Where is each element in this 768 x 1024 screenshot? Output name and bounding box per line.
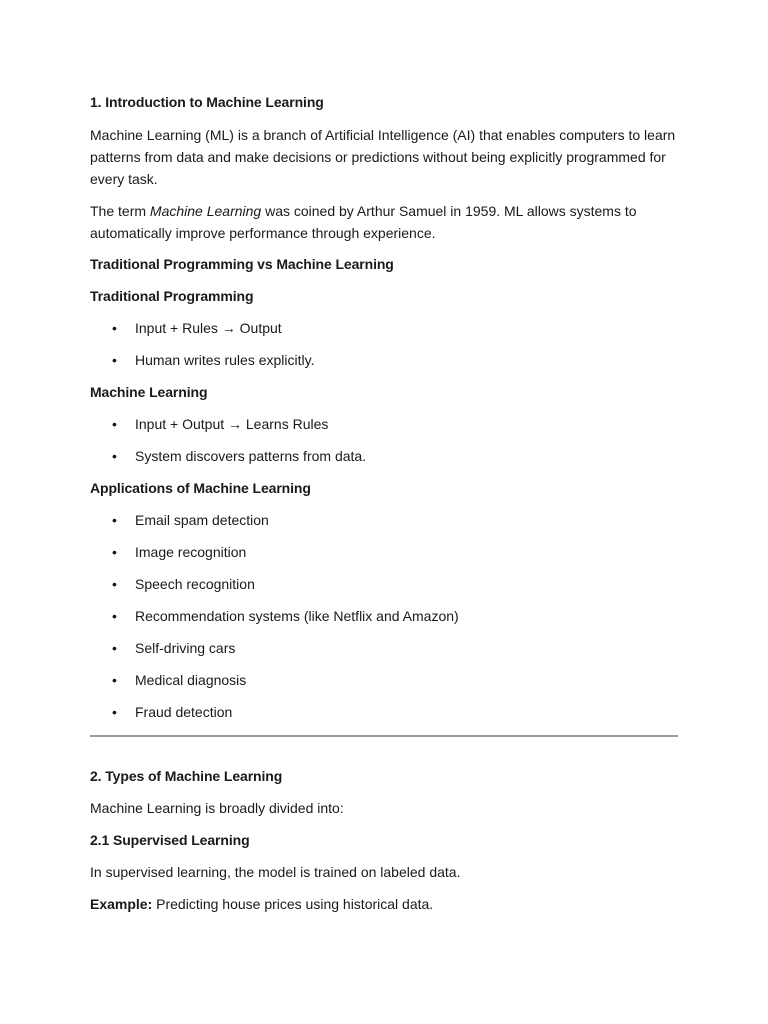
types-intro: Machine Learning is broadly divided into: [90, 800, 344, 816]
bullet-icon: • [112, 448, 117, 464]
example-text: Predicting house prices using historical data. [152, 896, 434, 912]
list-item [90, 510, 678, 530]
list-item-text: Medical diagnosis [135, 672, 247, 688]
list-item-text: Speech recognition [135, 576, 255, 592]
bullet-icon: • [112, 672, 117, 688]
bullet-icon: • [112, 544, 117, 560]
bullet-icon: • [112, 416, 117, 432]
list-item-text: Input + Output → Learns Rules [135, 416, 329, 432]
section-2-heading: 2. Types of Machine Learning [90, 768, 283, 784]
bullet-icon: • [112, 704, 117, 720]
term-paragraph [90, 200, 678, 244]
bullet-icon: • [112, 512, 117, 528]
bullet-icon: • [112, 576, 117, 592]
example-label: Example: [90, 896, 153, 912]
list-item-text: Image recognition [135, 544, 247, 560]
bullet-icon: • [112, 320, 117, 336]
traditional-list [90, 318, 678, 370]
ml-heading: Machine Learning [90, 384, 208, 400]
term-paragraph-prefix: The term [90, 203, 150, 219]
supervised-heading: 2.1 Supervised Learning [90, 832, 250, 848]
applications-heading: Applications of Machine Learning [90, 480, 311, 496]
list-item-text: System discovers patterns from data. [135, 448, 367, 464]
term-paragraph-italic: Machine Learning [149, 203, 262, 219]
list-item-text: Self-driving cars [135, 640, 236, 656]
list-item [90, 446, 678, 466]
list-item [90, 318, 678, 338]
list-item [90, 606, 678, 626]
list-item [90, 542, 678, 562]
list-item [90, 574, 678, 594]
bullet-icon: • [112, 608, 117, 624]
supervised-paragraph: In supervised learning, the model is trained on labeled data. [90, 864, 461, 880]
list-item-text: Input + Rules → Output [135, 320, 282, 336]
traditional-heading: Traditional Programming [90, 288, 254, 304]
list-item-text: Recommendation systems (like Netflix and Amazon) [135, 608, 459, 624]
list-item [90, 638, 678, 658]
list-item [90, 702, 678, 722]
list-item-text: Fraud detection [135, 704, 233, 720]
comparison-heading: Traditional Programming vs Machine Learning [90, 256, 394, 272]
intro-paragraph: Machine Learning (ML) is a branch of Artificial Intelligence (AI) that enables computers to learn patterns from data and make decisions or predictions without being explicitly programmed for every task. [90, 127, 676, 187]
list-item-text: Email spam detection [135, 512, 269, 528]
applications-list [90, 510, 678, 722]
document-page [90, 92, 678, 914]
list-item [90, 414, 678, 434]
bullet-icon: • [112, 640, 117, 656]
example-paragraph [90, 894, 678, 914]
bullet-icon: • [112, 352, 117, 368]
list-item [90, 350, 678, 370]
list-item [90, 670, 678, 690]
list-item-text: Human writes rules explicitly. [135, 352, 315, 368]
term-paragraph-suffix: was coined by Arthur Samuel in 1959. ML allows systems to automatically improve performance through experience. [90, 203, 637, 241]
section-1-heading: 1. Introduction to Machine Learning [90, 94, 324, 110]
ml-list [90, 414, 678, 466]
